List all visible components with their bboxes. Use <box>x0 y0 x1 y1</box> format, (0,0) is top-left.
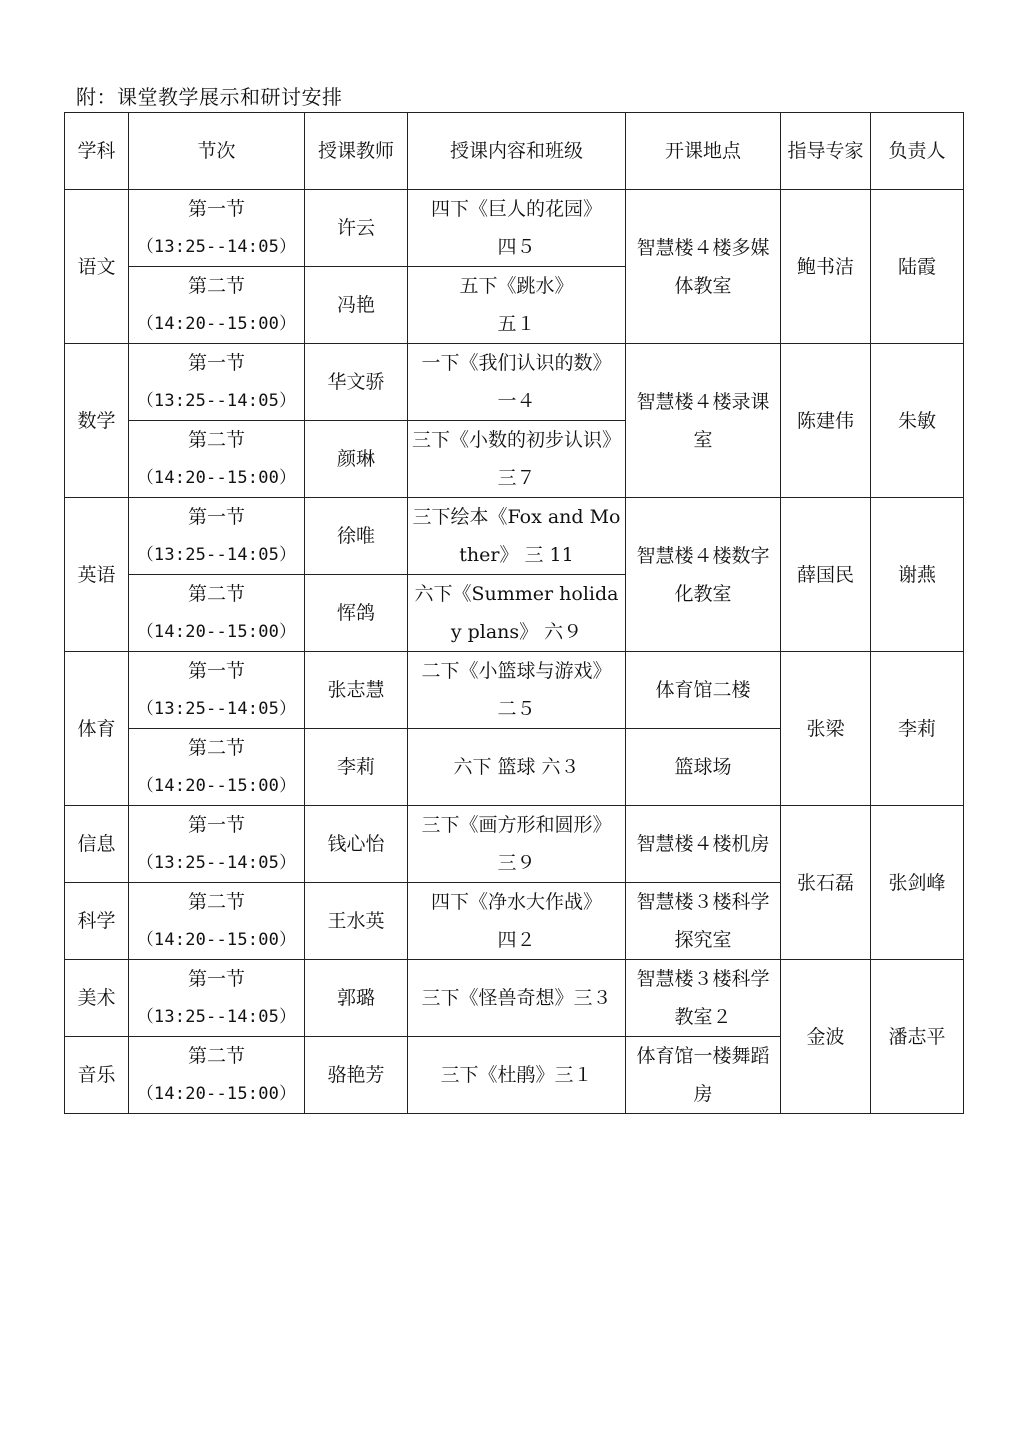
period-label: 第一节 <box>187 506 245 528</box>
subject-cell: 音乐 <box>65 1037 129 1114</box>
teacher-cell: 骆艳芳 <box>305 1037 408 1114</box>
location-text: 智慧楼４楼数字化教室 <box>636 544 770 605</box>
period-cell <box>129 575 305 652</box>
table-row <box>65 806 964 883</box>
period-cell <box>129 344 305 421</box>
period-label: 第一节 <box>187 968 245 990</box>
header-expert-label: 指导专家 <box>787 140 864 162</box>
period-cell <box>129 498 305 575</box>
location-text: 智慧楼４楼机房 <box>636 833 770 855</box>
location-text: 智慧楼４楼多媒体教室 <box>636 236 770 297</box>
period-label: 第一节 <box>187 352 245 374</box>
content-class: 五１ <box>497 313 536 335</box>
content-cell: 六下 篮球 六３ <box>408 729 626 806</box>
period-time: （13:25--14:05） <box>136 853 297 873</box>
period-cell <box>129 729 305 806</box>
teacher-cell: 颜琳 <box>305 421 408 498</box>
header-expert <box>781 113 871 190</box>
subject-cell: 语文 <box>65 190 129 344</box>
content-cell: 三下《怪兽奇想》三３ <box>408 960 626 1037</box>
teacher-cell: 冯艳 <box>305 267 408 344</box>
content-cell <box>408 806 626 883</box>
owner-cell: 李莉 <box>871 652 964 806</box>
content-title: 四下《净水大作战》 <box>430 891 602 913</box>
owner-cell: 陆霞 <box>871 190 964 344</box>
period-cell <box>129 421 305 498</box>
expert-cell: 薛国民 <box>781 498 871 652</box>
content-cell <box>408 421 626 498</box>
period-cell <box>129 806 305 883</box>
table-row <box>65 960 964 1037</box>
content-class: 四２ <box>497 929 536 951</box>
subject-cell: 信息 <box>65 806 129 883</box>
period-time: （14:20--15:00） <box>136 1084 297 1104</box>
content-title: 六下《Summer holiday plans》 六９ <box>414 583 619 643</box>
content-cell <box>408 190 626 267</box>
page-title: 附：课堂教学展示和研讨安排 <box>76 85 343 109</box>
header-subject: 学科 <box>65 113 129 190</box>
location-cell <box>626 344 781 498</box>
content-title: 五下《跳水》 <box>459 275 574 297</box>
period-cell <box>129 190 305 267</box>
content-class: 四５ <box>497 236 536 258</box>
location-cell: 篮球场 <box>626 729 781 806</box>
period-time: （13:25--14:05） <box>136 545 297 565</box>
period-time: （14:20--15:00） <box>136 314 297 334</box>
location-cell <box>626 960 781 1037</box>
header-row <box>65 113 964 190</box>
period-label: 第一节 <box>187 814 245 836</box>
subject-cell: 数学 <box>65 344 129 498</box>
period-label: 第二节 <box>187 737 245 759</box>
subject-cell: 科学 <box>65 883 129 960</box>
subject-cell: 体育 <box>65 652 129 806</box>
teacher-cell: 许云 <box>305 190 408 267</box>
expert-cell: 鲍书洁 <box>781 190 871 344</box>
location-cell <box>626 883 781 960</box>
header-teacher: 授课教师 <box>305 113 408 190</box>
location-text: 智慧楼３楼科学探究室 <box>636 891 770 951</box>
period-time: （14:20--15:00） <box>136 468 297 488</box>
content-title: 四下《巨人的花园》 <box>430 198 602 220</box>
content-title: 三下《画方形和圆形》 <box>421 814 612 836</box>
period-label: 第一节 <box>187 198 245 220</box>
period-cell <box>129 883 305 960</box>
teacher-cell: 李莉 <box>305 729 408 806</box>
expert-cell: 陈建伟 <box>781 344 871 498</box>
content-class: 二５ <box>497 698 536 720</box>
owner-cell: 谢燕 <box>871 498 964 652</box>
teacher-cell: 张志慧 <box>305 652 408 729</box>
period-time: （13:25--14:05） <box>136 237 297 257</box>
period-time: （13:25--14:05） <box>136 1007 297 1027</box>
teacher-cell: 恽鸽 <box>305 575 408 652</box>
location-text: 体育馆一楼舞蹈房 <box>636 1045 770 1105</box>
location-cell <box>626 806 781 883</box>
content-title: 三下《小数的初步认识》 三７ <box>412 429 622 489</box>
expert-cell: 张梁 <box>781 652 871 806</box>
owner-cell: 张剑峰 <box>871 806 964 960</box>
content-class: 三９ <box>497 852 536 874</box>
table-row <box>65 652 964 729</box>
content-title: 三下绘本《Fox and Mother》 三 11 <box>412 506 621 566</box>
table-row <box>65 498 964 575</box>
expert-cell: 张石磊 <box>781 806 871 960</box>
period-label: 第二节 <box>187 583 245 605</box>
header-period: 节次 <box>129 113 305 190</box>
period-time: （14:20--15:00） <box>136 776 297 796</box>
period-time: （14:20--15:00） <box>136 622 297 642</box>
teacher-cell: 华文骄 <box>305 344 408 421</box>
teacher-cell: 徐唯 <box>305 498 408 575</box>
period-cell <box>129 1037 305 1114</box>
header-content: 授课内容和班级 <box>408 113 626 190</box>
location-cell <box>626 190 781 344</box>
period-cell <box>129 267 305 344</box>
location-text: 智慧楼４楼录课室 <box>636 390 770 451</box>
period-time: （13:25--14:05） <box>136 699 297 719</box>
content-cell <box>408 652 626 729</box>
table-row <box>65 190 964 267</box>
content-title: 一下《我们认识的数》 <box>421 352 612 374</box>
period-cell <box>129 652 305 729</box>
period-cell <box>129 960 305 1037</box>
content-cell <box>408 498 626 575</box>
period-label: 第二节 <box>187 1045 245 1067</box>
content-title: 二下《小篮球与游戏》 <box>421 660 612 682</box>
period-label: 第二节 <box>187 275 245 297</box>
header-owner: 负责人 <box>871 113 964 190</box>
content-class: 一４ <box>497 390 536 412</box>
expert-cell: 金波 <box>781 960 871 1114</box>
teacher-cell: 郭璐 <box>305 960 408 1037</box>
period-label: 第二节 <box>187 891 245 913</box>
header-location: 开课地点 <box>626 113 781 190</box>
content-cell <box>408 344 626 421</box>
subject-cell: 美术 <box>65 960 129 1037</box>
content-cell <box>408 267 626 344</box>
location-cell: 体育馆二楼 <box>626 652 781 729</box>
content-cell <box>408 883 626 960</box>
period-label: 第二节 <box>187 429 245 451</box>
subject-cell: 英语 <box>65 498 129 652</box>
location-text: 智慧楼３楼科学教室２ <box>636 968 770 1028</box>
content-cell: 三下《杜鹃》三１ <box>408 1037 626 1114</box>
table-row <box>65 344 964 421</box>
location-cell <box>626 1037 781 1114</box>
content-cell <box>408 575 626 652</box>
period-label: 第一节 <box>187 660 245 682</box>
teacher-cell: 钱心怡 <box>305 806 408 883</box>
location-cell <box>626 498 781 652</box>
period-time: （13:25--14:05） <box>136 391 297 411</box>
teacher-cell: 王水英 <box>305 883 408 960</box>
period-time: （14:20--15:00） <box>136 930 297 950</box>
owner-cell: 潘志平 <box>871 960 964 1114</box>
schedule-table <box>64 112 964 1114</box>
owner-cell: 朱敏 <box>871 344 964 498</box>
